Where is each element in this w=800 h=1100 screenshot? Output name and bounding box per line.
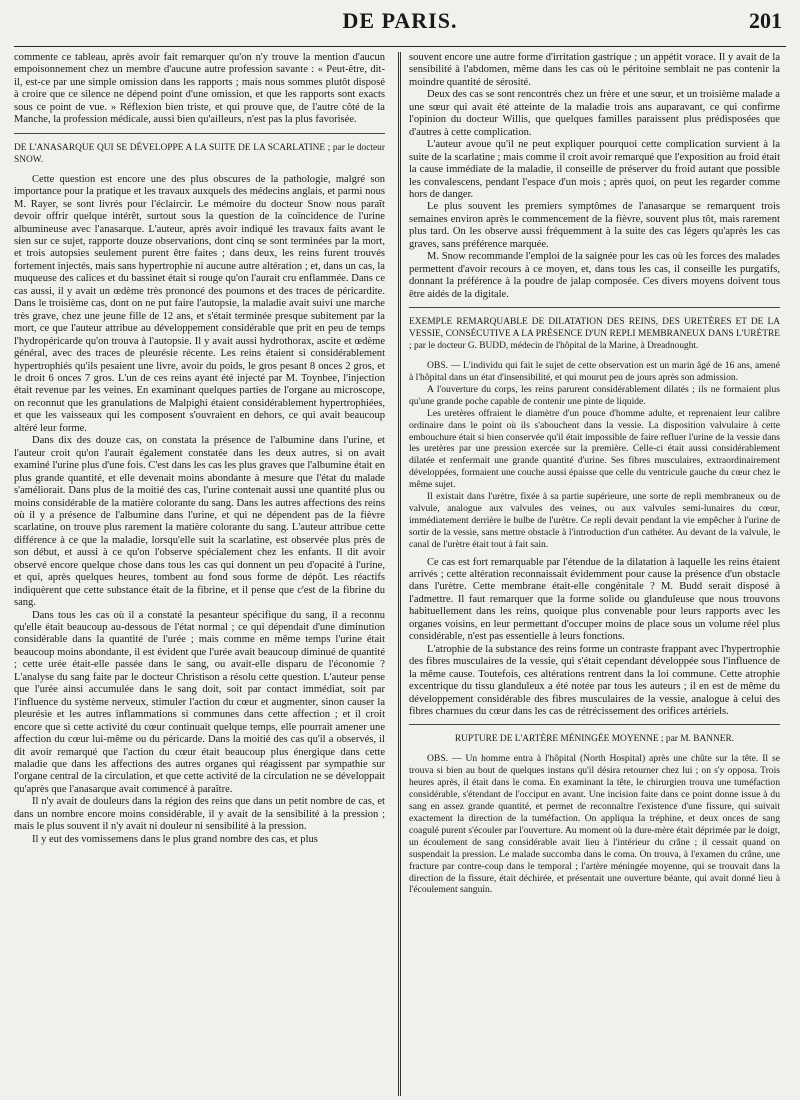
running-title: DE PARIS.: [342, 8, 458, 33]
newspaper-page: [14, 0, 786, 1100]
article-heading-anasarque: DE L'ANASARQUE QUI SE DÉVELOPPE A LA SUITE DE LA SCARLATINE ; par le docteur SNOW.: [14, 142, 385, 165]
column-rule: [398, 52, 401, 1096]
paragraph: M. Snow recommande l'emploi de la saignée pour les cas où les forces des malades permettent d'avoir recours à ce moyen, et, dans tous les cas, il conseille les purgatifs, donnant la préférence à la poudre de jalap composée. Ces divers moyens doivent tous être aidés de la digitale.: [409, 251, 780, 300]
paragraph: L'auteur avoue qu'il ne peut expliquer pourquoi cette complication survient à la suite de la scarlatine ; mais comme il croit avoir remarqué que l'exposition au froid était la cause immédiate de la maladie, il conseille de préserver du froid autant que possible les convalescens, pendant l'espace d'un mois ; après quoi, on peut les regarder comme hors de danger.: [409, 139, 780, 200]
paragraph: Deux des cas se sont rencontrés chez un frère et une sœur, et un troisième malade a une sœur qui avait été atteinte de la maladie trois ans auparavant, ce qui confirme l'opinion du docteur Willis, que quelques familles paraissent plus prédisposées que d'autres à cette complication.: [409, 89, 780, 138]
paragraph-continuation: souvent encore une autre forme d'irritation gastrique ; un appétit vorace. Il y avait de la sensibilité à l'abdomen, même dans les cas où le péritoine semblait ne pas contenir la moindre quantité de sérosité.: [409, 52, 780, 88]
observation-paragraph: Les uretères offraient le diamètre d'un pouce d'homme adulte, et reprenaient leur calibre ordinaire dans le point où ils s'abouchent dans la vessie. La disposition valvulaire à cette embouchure était si bien conservée qu'il était impossible de faire refluer l'urine de la vessie dans les uretères par une pression exercée sur la première. Celle-ci était aussi considérablement dilatée et renfermait une grande quantité d'urine. Ses fibres musculaires, extraordinairement développées, formaient une couche aussi épaisse que celle du ventricule gauche du cœur chez le même sujet.: [409, 407, 780, 491]
page-header: [14, 0, 786, 47]
observation-block: [409, 753, 780, 896]
paragraph: Il y eut des vomissemens dans le plus grand nombre des cas, et plus: [32, 833, 318, 845]
page-number: 201: [749, 8, 782, 33]
observation-paragraph: OBS. — Un homme entra à l'hôpital (North Hospital) après une chûte sur la tête. Il se trouva si bien au bout de quelques instans qu'il désira retourner chez lui ; on s'y opposa. Trois heures après, il était dans le coma. En examinant la tête, le chirurgien trouva une tuméfaction considérable, s'étendant de l'occiput en avant. Une incision faite dans ce point donne issue à du sang en assez grande quantité, et permet de reconnaître l'existence d'une fissure, qui suivait exactement la direction de la tuméfaction. On appliqua la tréphine, et deux onces de sang coagulé purent s'écouler par l'ouverture. Au moment où la dure-mère était déprimée par le doigt, un écoulement de sang considérable avait lieu à l'intérieur du crâne ; il cessait quand on suspendait la pression. Le malade succomba dans le coma. On trouva, à l'examen du crâne, une fracture par contre-coup dans le temporal ; l'artère méningée moyenne, qui se trouvait dans la direction de la fissure, était déchirée, et présentait une ouverture béante, qui avait donné lieu à l'écoulement sanguin.: [409, 753, 780, 896]
right-column: [409, 52, 780, 1096]
observation-paragraph: Il existait dans l'urètre, fixée à sa partie supérieure, une sorte de repli membraneux ou de valvule, analogue aux valvules des veines, ou aux valvules semi-lunaires du cœur, immédiatement derrière le bulbe de l'urètre. Ce repli devait pendant la vie empêcher à l'urine de sortir de la vessie, sans mettre obstacle à l'introduction d'un cathéter. Au devant de la valvule, le canal de l'urètre était tout à fait sain.: [409, 491, 780, 550]
observation-paragraph: OBS. — L'individu qui fait le sujet de cette observation est un marin âgé de 16 ans, amené à l'hôpital dans un état d'insensibilité, et qui mourut peu de jours après son admission.: [409, 360, 780, 383]
paragraph: Cette question est encore une des plus obscures de la pathologie, malgré son importance pour la pratique et les travaux auxquels des médecins anglais, et parmi nous M. Rayer, se sont livrés pour l'éclaircir. Le mémoire du docteur Snow nous paraît devoir offrir quelque intérêt, surtout sous la question de la coïncidence de l'urine albumineuse avec l'anasarque. L'auteur, après avoir indiqué les travaux faits avant le sien sur ce sujet, rapporte douze observations, dont cinq se sont terminées par la mort, et trois autopsies seulement purent être faites ; dans deux, les reins furent trouvés fortement injectés, mais sans hypertrophie ni aucune autre altération ; et, dans un cas, la muqueuse des calices et du bassinet était si rouge qu'on l'aurait cru enflammée. Dans ce cas aussi, il y avait un œdème très prononcé des poumons et des traces de péricardite. Dans le troisième cas, dont on ne put faire l'autopsie, la maladie avait suivi une marche très grave, chez une jeune fille de 12 ans, et s'était terminée presque subitement par la mort, ce que l'auteur attribue au développement considérable que prit en peu de temps l'hydropéricarde qu'on trouva à l'autopsie. Il y avait aussi hydrothorax, ascite et œdème général, avec des traces de pleurésie récente. Les reins étaient si considérablement hypertrophiés qu'ils pesaient une livre, avoir du poids, le gros pesant 8 onces 2 gros, et le droit 6 onces 7 gros. L'un de ces reins ayant été injecté par M. Toynbee, l'injection était revenue par les veines. En examinant quelques parties de l'organe au microscope, on reconnut que les granulations de Malpighi étaient considérablement hypertrophiées, et que les vaisseaux qui les composent s'ouvraient en dehors, ce qui avait beaucoup altéré leur forme.: [14, 173, 385, 434]
paragraph: Dans tous les cas où il a constaté la pesanteur spécifique du sang, il a reconnu qu'elle était beaucoup au-dessous de l'état normal ; ce qui dépendait d'une diminution considérable dans la quantité de l'urée ; mais comme en même temps l'urine était beaucoup moins abondante, il est évident que l'urée avait beaucoup diminué de quantité ; cette urée était-elle passée dans le sang, ou avait-elle disparu de l'économie ? L'analyse du sang faite par le docteur Christison a résolu cette question. L'auteur pense que l'urée ainsi accumulée dans le sang doit, soit par contact immédiat, soit par l'influence du système nerveux, stimuler l'action du cœur et augmenter, sinon causer la pleurésie et les autres inflammations si communes dans cette affection ; et il croit encore que si cette activité du cœur continuait quelque temps, elle pourrait amener une affection du cœur lui-même ou du péricarde. Dans la moitié des cas qu'il a observés, il dit avoir remarqué que l'action du cœur était beaucoup plus énergique dans cette maladie que dans les affections des autres organes qui réagissent par sympathie sur l'organe central de la circulation, et que cette activité de la circulation ne se développait qu'après que l'anasarque avait commencé à paraître.: [14, 609, 385, 795]
paragraph-continuation: commente ce tableau, après avoir fait remarquer qu'on n'y trouve la mention d'aucun empoisonnement chez un membre d'aucune autre profession savante : « Peut-être, dit-il, est-ce par une simple omission dans les rapports ; mais nous sommes plutôt disposé à croire que ce silence ne dépend point d'une omission, et que les rapports sont exacts sous ce point de vue. » Réflexion bien triste, et qui prouve que, de l'autre côté de la Manche, la profession médicale, aussi bien qu'ailleurs, n'est pas la plus favorisée.: [14, 52, 385, 126]
paragraph: Ce cas est fort remarquable par l'étendue de la dilatation à laquelle les reins étaient arrivés ; cette altération reconnaissait évidemment pour cause la présence d'un obstacle dans l'urètre. Cette membrane était-elle congénitale ? M. Budd serait disposé à l'admettre. Il faut remarquer que la forme solide ou glanduleuse que nous trouvons habituellement dans les reins, quoique plus convenable pour leurs rapports avec les organes voisins, en leur permettant d'occuper moins de place sous un volume réel plus considérable, n'est pas essentielle à leurs fonctions.: [409, 556, 780, 643]
section-divider: [409, 307, 780, 308]
section-divider: [409, 724, 780, 725]
paragraph: L'atrophie de la substance des reins forme un contraste frappant avec l'hypertrophie des fibres musculaires de la vessie, qui s'était cependant développée sous l'influence de la même cause. Toutefois, ces altérations rentrent dans la loi commune. Cette atrophie excentrique du tissu glanduleux a été notée par tous les auteurs ; il en est de même du développement considérable des fibres musculaires de la vessie, analogue à celui des fibres charnues du cœur dans les cas de rétrécissement des orifices artériels.: [409, 643, 780, 717]
paragraph: Le plus souvent les premiers symptômes de l'anasarque se remarquent trois semaines environ après le commencement de la fièvre, souvent plus tôt, mais rarement plus tard. On les observe aussi fréquemment à la suite des cas légers qu'après les cas graves, sans préférence marquée.: [409, 201, 780, 250]
article-heading-rupture: RUPTURE DE L'ARTÈRE MÉNINGÉE MOYENNE ; par M. BANNER.: [454, 734, 735, 745]
article-heading-dilatation: EXEMPLE REMARQUABLE DE DILATATION DES REINS, DES URETÈRES ET DE LA VESSIE, CONSÉCUTIVE A LA PRÉSENCE D'UN REPLI MEMBRANEUX DANS L'URÈTRE ; par le docteur G. BUDD, médecin de l'hôpital de la Marine, à Dreadnought.: [409, 317, 780, 352]
left-column: [14, 52, 385, 1096]
observation-paragraph: A l'ouverture du corps, les reins parurent considérablement dilatés ; ils ne formaient plus qu'une grande poche capable de contenir une pinte de liquide.: [409, 383, 780, 407]
paragraph: Dans dix des douze cas, on constata la présence de l'albumine dans l'urine, et l'auteur croit qu'on l'aurait également constatée dans les deux autres, si on avait examiné l'urine plus d'une fois. C'est dans les cas les plus graves que l'albumine était en plus grande quantité, et elle devenait moins abondante à mesure que l'état du malade s'améliorait. Dans plus de la moitié des cas, l'urine contenait aussi une quantité plus ou moins considérable de la matière colorante du sang. Dans les autres affections des reins où il y a présence de l'albumine dans l'urine, et qui ne dépendent pas de la fièvre scarlatine, on trouve plus rarement la matière colorante du sang. L'auteur attribue cette différence à ce que la maladie, lorsqu'elle suit la scarlatine, est observée plus près de son début, et aussi à ce qu'on l'observe spécialement chez les enfants. Il dit avoir observé encore quelque chose dans tous les cas qui donnent un peu d'opacité à l'urine, et qui, après quelques heures, tombent au fond sous forme de dépôt. Les réactifs indiquèrent que cette substance était de la fibrine, et il pense que c'est de la fibrine du sang.: [14, 435, 385, 609]
section-divider: [14, 133, 385, 134]
observation-block: [409, 360, 780, 551]
text-columns: [14, 52, 786, 1096]
paragraph: Il n'y avait de douleurs dans la région des reins que dans un petit nombre de cas, et dans un nombre encore moins considérable, il y avait de la sensibilité à la pression ; mais le plus souvent il n'y avait ni douleur ni sensibilité à la pression.: [14, 796, 385, 833]
